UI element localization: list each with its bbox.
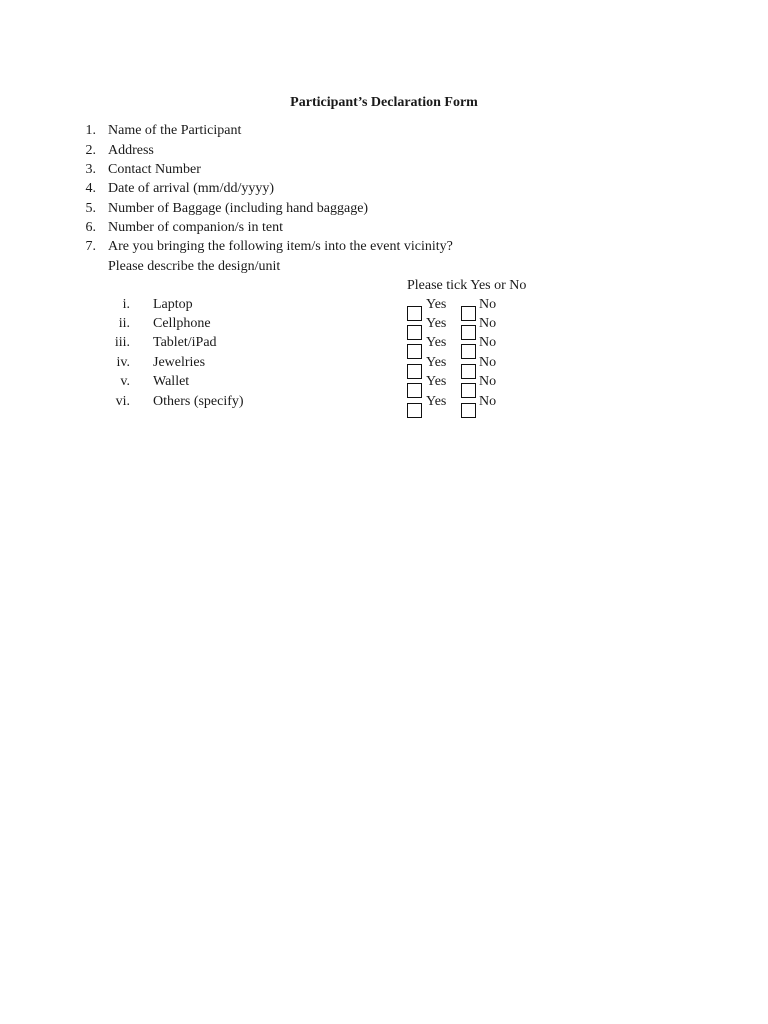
item-label: Wallet [153,374,190,389]
no-label: No [479,374,497,389]
question-number: 6. [85,220,96,235]
item-label: Laptop [153,297,193,312]
question-number: 3. [85,162,96,177]
yes-label: Yes [426,297,447,312]
item-label: Others (specify) [153,394,244,409]
yes-label: Yes [426,394,447,409]
form-title: Participant’s Declaration Form [290,95,478,110]
no-label: No [479,297,497,312]
question-text: Name of the Participant [108,123,242,138]
question-number: 2. [85,143,96,158]
yes-checkbox[interactable] [407,306,422,321]
no-checkbox[interactable] [461,325,476,340]
question-number: 4. [85,181,96,196]
item-number: ii. [118,316,130,331]
tick-instruction: Please tick Yes or No [407,278,527,293]
no-checkbox[interactable] [461,306,476,321]
question-text: Number of companion/s in tent [108,220,283,235]
question-subtext: Please describe the design/unit [108,259,281,274]
item-label: Tablet/iPad [153,335,217,350]
no-label: No [479,355,497,370]
no-checkbox[interactable] [461,383,476,398]
yes-checkbox[interactable] [407,325,422,340]
question-text: Address [108,143,154,158]
no-label: No [479,335,497,350]
yes-label: Yes [426,374,447,389]
yes-checkbox[interactable] [407,403,422,418]
question-number: 5. [85,201,96,216]
no-checkbox[interactable] [461,403,476,418]
yes-label: Yes [426,335,447,350]
yes-checkbox[interactable] [407,383,422,398]
question-text: Are you bringing the following item/s into the event vicinity? [108,239,453,254]
item-number: vi. [115,394,130,409]
question-text: Number of Baggage (including hand baggage) [108,201,369,216]
no-label: No [479,316,497,331]
item-label: Jewelries [153,355,206,370]
item-number: i. [122,297,130,312]
question-number: 1. [85,123,96,138]
item-number: iv. [116,355,130,370]
yes-checkbox[interactable] [407,364,422,379]
question-number: 7. [85,239,96,254]
yes-checkbox[interactable] [407,344,422,359]
yes-label: Yes [426,316,447,331]
question-text: Date of arrival (mm/dd/yyyy) [108,181,275,196]
yes-label: Yes [426,355,447,370]
question-text: Contact Number [108,162,201,177]
no-checkbox[interactable] [461,364,476,379]
item-label: Cellphone [153,316,211,331]
no-checkbox[interactable] [461,344,476,359]
item-number: iii. [114,335,130,350]
item-number: v. [120,374,130,389]
no-label: No [479,394,497,409]
